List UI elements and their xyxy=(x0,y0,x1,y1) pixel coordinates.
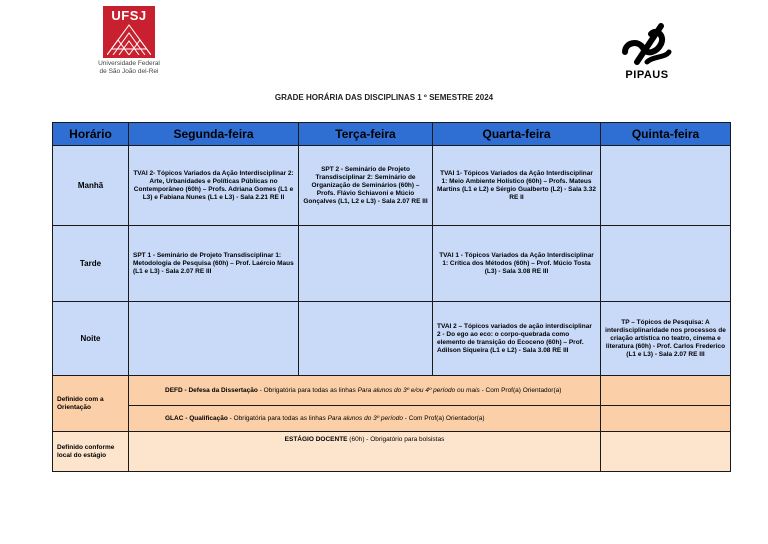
column-header-thursday: Quinta-feira xyxy=(601,123,731,146)
schedule-table xyxy=(52,122,731,472)
glac-cell xyxy=(129,406,601,432)
glac-empty-cell xyxy=(601,406,731,432)
internship-empty-cell xyxy=(601,432,731,472)
ufsj-logo xyxy=(88,6,170,76)
afternoon-wednesday-cell: TVAI 1 - Tópicos Variados da Ação Interdisciplinar 1: Crítica dos Métodos (60h) – Prof. Múcio Tosta (L3) - Sala 3.08 RE III xyxy=(433,226,601,302)
glac-text: - Obrigatória para todas as linhas xyxy=(227,414,328,422)
column-header-wednesday: Quarta-feira xyxy=(433,123,601,146)
ufsj-triangle-pattern-icon xyxy=(107,23,151,55)
morning-thursday-cell xyxy=(601,146,731,226)
defd-tail: - Com Prof(a) Orientador(a) xyxy=(479,386,562,394)
header-row xyxy=(53,123,731,146)
morning-wednesday-cell: TVAI 1- Tópicos Variados da Ação Interdisciplinar 1: Meio Ambiente Holístico (60h) – Profs. Mateus Martins (L1 e L2) e Sérgio Gualberto (L2) - Sala 3.32 RE II xyxy=(433,146,601,226)
pipaus-mark-icon xyxy=(617,22,677,66)
defd-empty-cell xyxy=(601,376,731,406)
night-thursday-cell: TP – Tópicos de Pesquisa: A interdisciplinaridade nos processos de criação artística no teatro, cinema e literatura (60h) - Prof. Carlos Frederico (L1 e L3) - Sala 2.07 RE III xyxy=(601,302,731,376)
orientation-row-defd xyxy=(53,376,731,406)
document-title: GRADE HORÁRIA DAS DISCIPLINAS 1 º SEMESTRE 2024 xyxy=(274,93,494,102)
defd-cell xyxy=(129,376,601,406)
internship-row xyxy=(53,432,731,472)
column-header-monday: Segunda-feira xyxy=(129,123,299,146)
orientation-label: Definido com a Orientação xyxy=(53,376,129,432)
column-header-tuesday: Terça-feira xyxy=(299,123,433,146)
internship-text: (60h) - Obrigatório para bolsistas xyxy=(347,436,445,443)
glac-code: GLAC - Qualificação xyxy=(165,414,228,422)
period-morning: Manhã xyxy=(53,146,129,226)
morning-monday-cell: TVAI 2- Tópicos Variados da Ação Interdisciplinar 2: Arte, Urbanidades e Políticas Públicas no Contemporâneo (60h) – Profs. Adriana Gomes (L1 e L3) e Fabiana Nunes (L1 e L3) - Sala 2.21 RE II xyxy=(129,146,299,226)
morning-row xyxy=(53,146,731,226)
night-monday-cell xyxy=(129,302,299,376)
night-wednesday-cell: TVAI 2 – Tópicos variados de ação interdisciplinar 2 - Do ego ao eco: o corpo-quebrada como elemento de transição do Ecoceno (60h) – Prof. Adilson Siqueira (L1 e L2) - Sala 3.08 RE III xyxy=(433,302,601,376)
morning-tuesday-cell: SPT 2 - Seminário de Projeto Transdisciplinar 2: Seminário de Organização de Seminários (60h) – Profs. Flávio Schiavoni e Múcio Gonçalves (L1, L2 e L3) - Sala 2.07 RE III xyxy=(299,146,433,226)
afternoon-thursday-cell xyxy=(601,226,731,302)
afternoon-monday-cell: SPT 1 - Seminário de Projeto Transdisciplinar 1: Metodologia de Pesquisa (60h) – Prof. Laércio Maus (L1 e L3) - Sala 2.07 RE III xyxy=(129,226,299,302)
night-tuesday-cell xyxy=(299,302,433,376)
pipaus-logo xyxy=(612,22,682,81)
period-afternoon: Tarde xyxy=(53,226,129,302)
ufsj-name-line1: Universidade Federal xyxy=(98,60,160,67)
afternoon-tuesday-cell xyxy=(299,226,433,302)
defd-code: DEFD - Defesa da Dissertação xyxy=(165,386,258,394)
afternoon-row xyxy=(53,226,731,302)
period-night: Noite xyxy=(53,302,129,376)
orientation-row-glac xyxy=(53,406,731,432)
defd-italic: Para alunos do 3º e/ou 4º período ou mais xyxy=(357,386,480,394)
column-header-schedule: Horário xyxy=(53,123,129,146)
internship-label: Definido conforme local do estágio xyxy=(53,432,129,472)
defd-text: - Obrigatória para todas as linhas xyxy=(257,386,358,394)
glac-tail: - Com Prof(a) Orientador(a) xyxy=(402,414,485,422)
ufsj-name-line2: de São João del-Rei xyxy=(99,68,159,75)
internship-cell xyxy=(129,432,601,472)
ufsj-abbr: UFSJ xyxy=(111,8,147,23)
glac-italic: Para alunos do 3º período xyxy=(327,414,403,422)
pipaus-name: PIPAUS xyxy=(625,69,669,81)
internship-code: ESTÁGIO DOCENTE xyxy=(284,436,348,443)
ufsj-mark xyxy=(103,6,155,58)
night-row xyxy=(53,302,731,376)
